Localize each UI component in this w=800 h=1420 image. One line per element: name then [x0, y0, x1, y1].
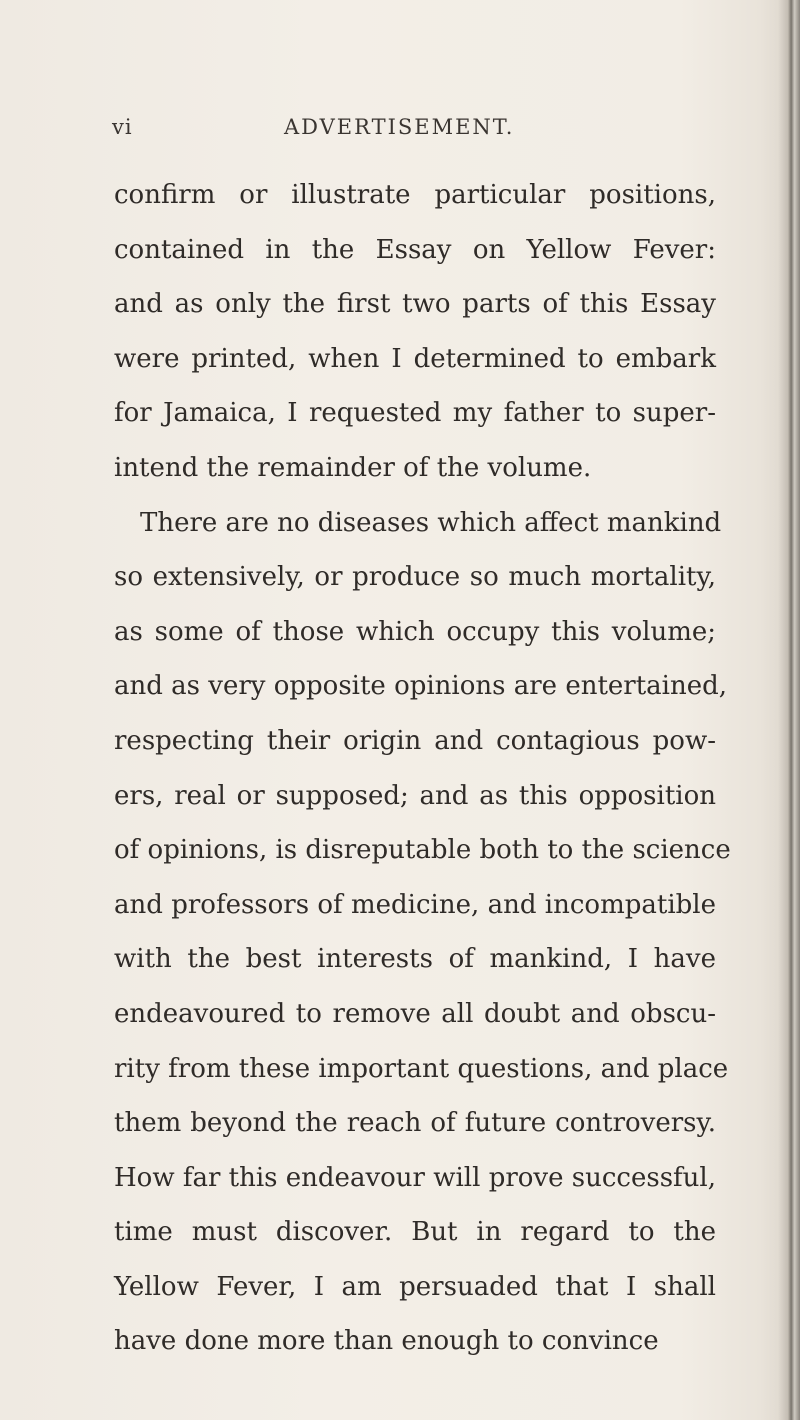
text-line: with the best interests of mankind, I have	[114, 944, 716, 975]
page-number: vi	[112, 115, 133, 139]
text-line: and as only the first two parts of this Essay	[114, 289, 716, 320]
text-line: were printed, when I determined to embark	[114, 343, 716, 374]
text-line: and professors of medicine, and incompatible	[114, 889, 716, 920]
text-line: contained in the Essay on Yellow Fever:	[114, 234, 716, 265]
running-head: ADVERTISEMENT.	[284, 115, 515, 139]
text-line: Yellow Fever, I am persuaded that I shall	[114, 1271, 716, 1302]
text-line: There are no diseases which affect mankind	[140, 507, 722, 538]
text-line: so extensively, or produce so much mortality,	[114, 562, 716, 593]
text-line: time must discover. But in regard to the	[114, 1217, 716, 1248]
text-line: ers, real or supposed; and as this opposition	[114, 780, 716, 811]
text-line: rity from these important questions, and place	[114, 1053, 729, 1084]
text-line: respecting their origin and contagious pow-	[114, 725, 716, 756]
text-line: have done more than enough to convince	[114, 1326, 659, 1357]
body-text	[114, 168, 731, 1369]
text-line: and as very opposite opinions are entertained,	[114, 671, 728, 702]
text-line: endeavoured to remove all doubt and obscu-	[114, 998, 716, 1029]
text-line: confirm or illustrate particular positions,	[114, 180, 716, 210]
text-line: How far this endeavour will prove successful,	[114, 1162, 716, 1193]
text-line: of opinions, is disreputable both to the science	[114, 835, 731, 866]
text-line: for Jamaica, I requested my father to super-	[114, 398, 716, 429]
text-line: them beyond the reach of future controversy.	[114, 1108, 716, 1139]
text-line: intend the remainder of the volume.	[114, 452, 592, 483]
page-header	[112, 115, 712, 145]
text-line: as some of those which occupy this volume;	[114, 616, 716, 647]
page-edge-shadow	[778, 0, 800, 1420]
